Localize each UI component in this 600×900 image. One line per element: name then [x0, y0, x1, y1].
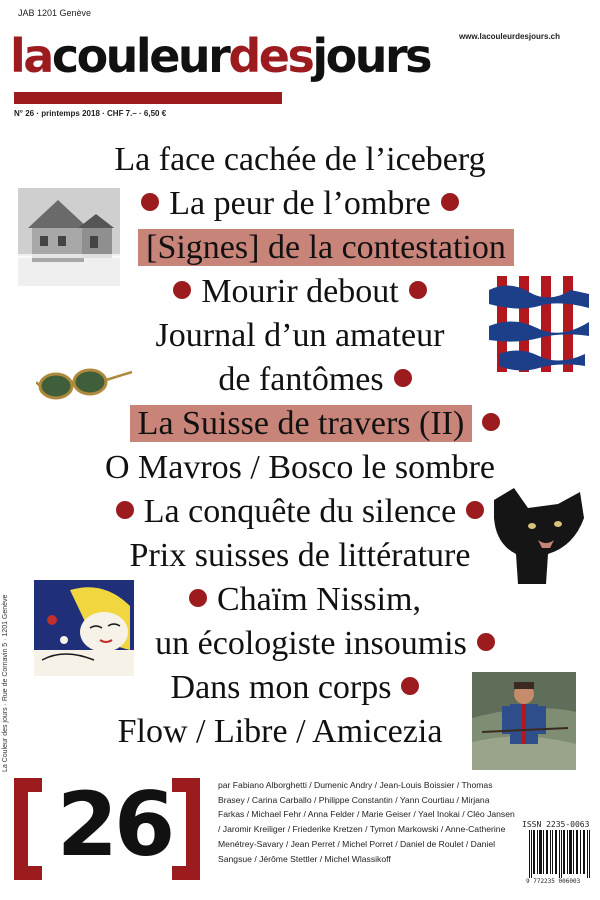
headline-text: Dans mon corps: [170, 669, 392, 706]
striped-flag-artwork: [489, 276, 589, 372]
right-bracket-bottom: [172, 866, 200, 880]
bullet-dot: [141, 193, 159, 211]
headline-1: [0, 140, 600, 180]
headline-text: un écologiste insoumis: [155, 625, 467, 662]
masthead-la: la: [10, 29, 52, 83]
right-bracket-stem: [186, 778, 200, 880]
headline-text: [Signes] de la contestation: [138, 229, 514, 266]
bullet-dot: [116, 501, 134, 519]
jab-postal-mark: JAB 1201 Genève: [18, 8, 92, 18]
issn-number: ISSN 2235-0063: [522, 820, 590, 829]
masthead-rule: [14, 92, 282, 104]
headline-text: La conquête du silence: [143, 493, 457, 530]
bullet-dot: [189, 589, 207, 607]
headline-text: La face cachée de l’iceberg: [114, 141, 486, 178]
headline-text: Flow / Libre / Amicezia: [117, 713, 443, 750]
bullet-dot: [394, 369, 412, 387]
headline-8: [0, 448, 600, 488]
masthead-title: [10, 26, 570, 86]
bullet-dot: [482, 413, 500, 431]
left-bracket-stem: [14, 778, 28, 880]
headline-text: Mourir debout: [201, 273, 399, 310]
barcode-digits: 9 772235 006003: [526, 878, 581, 885]
bullet-dot: [477, 633, 495, 651]
headline-text: Prix suisses de littérature: [129, 537, 471, 574]
headline-text: Journal d’un amateur: [155, 317, 445, 354]
spine-text: La Couleur des jours · Rue de Cornavin 5 · 1201 Genève: [2, 594, 9, 772]
contributors-list: par Fabiano Alborghetti / Dumenic Andry / Jean-Louis Boissier / Thomas Brasey / Carina Carballo / Philippe Constantin / Yann Courtiau / Mirjana Farkas / Michael Fehr / Anna Felder / Marie Geiser / Yael Inokai / Cléo Jansen / Jaromir Kreiliger / Friederike Kretzen / Tymon Markowski / Anne-Catherine Menétrey-Savary / Jean Perret / Michel Porret / Daniel de Roulet / Daniel Sangsue / Jérôme Stettler / Michel Wlassikoff: [218, 780, 515, 864]
masthead-couleur: couleur: [51, 29, 229, 83]
bullet-dot: [466, 501, 484, 519]
headline-text: Chaïm Nissim,: [216, 581, 422, 618]
issue-info: N° 26 · printemps 2018 · CHF 7.– · 6,50 €: [14, 109, 167, 118]
bullet-dot: [401, 677, 419, 695]
bullet-dot: [173, 281, 191, 299]
sleeping-girl-illustration: [34, 580, 134, 676]
bullet-dot: [441, 193, 459, 211]
headline-text: La Suisse de travers (II): [130, 405, 473, 442]
house-in-snow-photo: [18, 188, 120, 286]
headline-text: La peur de l’ombre: [169, 185, 431, 222]
black-dog-drawing: [488, 488, 588, 584]
man-in-field-photo: [472, 672, 576, 770]
barcode-graphic: [528, 830, 592, 878]
issue-number: 26: [56, 773, 172, 876]
headline-text: O Mavros / Bosco le sombre: [104, 449, 495, 486]
masthead-des: des: [228, 29, 313, 83]
bullet-dot: [409, 281, 427, 299]
headline-text: de fantômes: [218, 361, 384, 398]
website-url: www.lacouleurdesjours.ch: [458, 32, 560, 41]
masthead-jours: jours: [312, 29, 431, 83]
left-bracket-bottom: [14, 866, 42, 880]
headline-7: [0, 404, 600, 444]
spectacles-image: [36, 360, 136, 404]
